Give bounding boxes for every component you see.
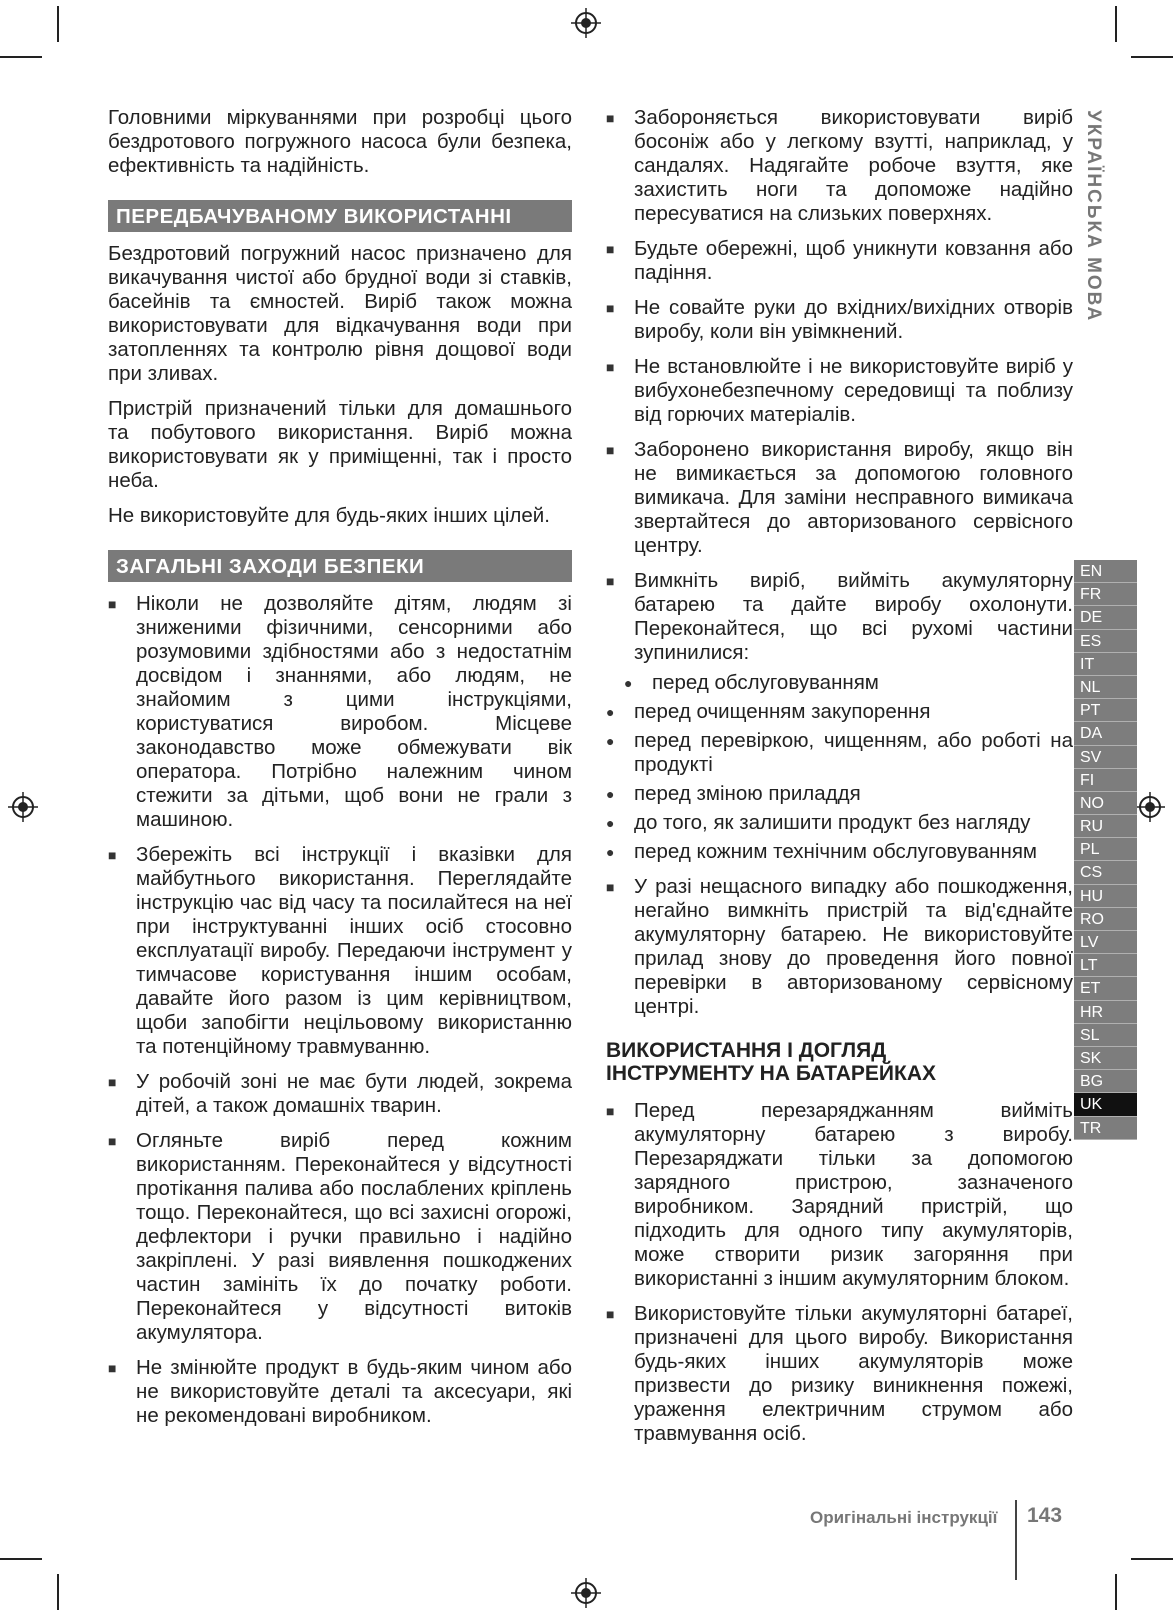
language-tab-da[interactable]: DA [1074,722,1137,745]
crop-mark [0,1558,42,1560]
registration-mark-icon [571,8,601,38]
list-item: ■ Забороняється використовувати виріб босоніж або у легкому взутті, наприклад, у сандалях. Надягайте робоче взуття, яке захистить ноги та допоможе надійно пересуватися на слизьких поверхнях. [606,106,1073,226]
footer-divider [1015,1500,1017,1580]
crop-mark [1131,56,1173,58]
language-tab-es[interactable]: ES [1074,630,1137,653]
sub-list-item: ● перед перевіркою, чищенням, або роботі на продукті [606,729,1073,777]
language-tab-ru[interactable]: RU [1074,815,1137,838]
language-tab-sv[interactable]: SV [1074,746,1137,769]
language-tab-nl[interactable]: NL [1074,676,1137,699]
section-heading-battery-tool [606,1039,1073,1085]
list-item: ■ Заборонено використання виробу, якщо він не вимикається за допомогою головного вимикача. Для заміни несправного вимикача звертайтеся до авторизованого сервісного центру. [606,438,1073,558]
list-item: ■ Перед перезаряджанням вийміть акумуляторну батарею з виробу. Перезаряджати тільки за допомогою зарядного пристрою, зазначеного виробником. Зарядний пристрій, що підходить для одного типу акумуляторів, може створити ризик загоряння при використанні з іншим акумуляторним блоком. [606,1099,1073,1291]
language-tab-pl[interactable]: PL [1074,838,1137,861]
language-vertical-label: УКРАЇНСЬКА МОВА [1083,110,1104,323]
crop-mark [1115,1574,1117,1610]
language-tab-bg[interactable]: BG [1074,1070,1137,1093]
crop-mark [57,6,59,42]
intro-paragraph: Головними міркуваннями при розробці цього бездротового погружного насоса були безпека, ефективність та надійність. [108,106,572,177]
crop-mark [1131,1558,1173,1560]
heading-line: ВИКОРИСТАННЯ І ДОГЛЯД [606,1039,887,1062]
language-tab-et[interactable]: ET [1074,977,1137,1000]
language-tab-cs[interactable]: CS [1074,861,1137,884]
list-item: ■ Не совайте руки до вхідних/вихідних отворів виробу, коли він увімкнений. [606,296,1073,344]
list-item: ■ У разі нещасного випадку або пошкодження, негайно вимкніть пристрій та від'єднайте акумуляторну батарею. Не використовуйте прилад знову до проведення його повної перевірки в авторизованому сервісному центрі. [606,875,1073,1019]
language-tab-no[interactable]: NO [1074,792,1137,815]
language-tab-ro[interactable]: RO [1074,908,1137,931]
language-tab-lt[interactable]: LT [1074,954,1137,977]
language-tab-tr[interactable]: TR [1074,1117,1137,1140]
registration-mark-icon [8,792,38,822]
language-tab-hr[interactable]: HR [1074,1001,1137,1024]
list-item: ■ Використовуйте тільки акумуляторні батареї, призначені для цього виробу. Використання будь-яких інших акумуляторів може призвести до ризику виникнення пожежі, ураження електричним струмом або травмування осіб. [606,1302,1073,1446]
language-tab-sk[interactable]: SK [1074,1047,1137,1070]
list-item: ■ Будьте обережні, щоб уникнути ковзання або падіння. [606,237,1073,285]
list-item: ■ Вимкніть виріб, вийміть акумуляторну батарею та дайте виробу охолонути. Переконайтеся, що всі рухомі частини зупинилися: [606,569,1073,665]
sub-list-item: ● перед кожним технічним обслуговуванням [606,840,1073,864]
paragraph: Пристрій призначений тільки для домашнього та побутового використання. Виріб можна використовувати як у приміщенні, так і просто неба. [108,397,572,492]
language-tab-fi[interactable]: FI [1074,769,1137,792]
language-tab-it[interactable]: IT [1074,653,1137,676]
registration-mark-icon [1135,792,1165,822]
crop-mark [1115,6,1117,42]
section-heading-intended-use: ПЕРЕДБАЧУВАНОМУ ВИКОРИСТАННІ [108,200,572,232]
list-item: ■ Не змінюйте продукт в будь-яким чином або не використовуйте деталі та аксесуари, які не рекомендовані виробником. [108,1356,572,1428]
page-number: 143 [1027,1504,1063,1527]
language-tab-pt[interactable]: PT [1074,699,1137,722]
sub-list-item: ● перед зміною приладдя [606,782,1073,806]
language-tabs [1074,560,1137,1140]
footer-label: Оригінальні інструкції [810,1508,998,1527]
crop-mark [57,1574,59,1610]
list-item: ■ Збережіть всі інструкції і вказівки для майбутнього використання. Переглядайте інструкцію час від часу та посилайтеся на неї при інструктуванні інших осіб стосовно експлуатації виробу. Передаючи інструмент у тимчасове користування іншим особам, давайте його разом із цим керівництвом, щоби запобігти нецільовому використанню та потенційному травмуванню. [108,843,572,1059]
heading-line: ІНСТРУМЕНТУ НА БАТАРЕЙКАХ [606,1062,937,1085]
list-item: ■ У робочій зоні не має бути людей, зокрема дітей, а також домашніх тварин. [108,1070,572,1118]
crop-mark [0,56,42,58]
sub-list-item: ● перед очищенням закупорення [606,700,1073,724]
sub-list-item: ● до того, як залишити продукт без нагляду [606,811,1073,835]
language-tab-hu[interactable]: HU [1074,885,1137,908]
language-tab-lv[interactable]: LV [1074,931,1137,954]
paragraph: Не використовуйте для будь-яких інших цілей. [108,504,550,527]
list-item: ■ Ніколи не дозволяйте дітям, людям зі зниженими фізичними, сенсорними або розумовими здібностями або з недостатнім досвідом і знаннями, або людям, не знайомим з цими інструкціями, користуватися виробом. Місцеве законодавство може обмежувати вік оператора. Потрібно належним чином стежити за дітьми, щоб вони не грали з машиною. [108,592,572,832]
language-tab-en[interactable]: EN [1074,560,1137,583]
sub-list-item: ● перед обслуговуванням [606,671,1073,695]
right-column [606,106,1073,1457]
list-item: ■ Огляньте виріб перед кожним використанням. Переконайтеся у відсутності протікання палива або послаблених кріплень тощо. Переконайтеся, що всі захисні огорожі, дефлектори і ручки правильно і надійно закріплені. У разі виявлення пошкоджених частин замініть їх до початку роботи. Переконайтеся у відсутності витоків акумулятора. [108,1129,572,1345]
language-tab-sl[interactable]: SL [1074,1024,1137,1047]
registration-mark-icon [571,1578,601,1608]
language-tab-fr[interactable]: FR [1074,583,1137,606]
language-tab-uk[interactable]: UK [1074,1093,1137,1116]
section-heading-general-safety: ЗАГАЛЬНІ ЗАХОДИ БЕЗПЕКИ [108,550,572,582]
left-column [108,106,572,1439]
list-item: ■ Не встановлюйте і не використовуйте виріб у вибухонебезпечному середовищі та поблизу від горючих матеріалів. [606,355,1073,427]
paragraph: Бездротовий погружний насос призначено для викачування чистої або брудної води зі ставків, басейнів та ємностей. Виріб також можна використовувати для відкачування води при затопленнях та контролю рівня дощової води при зливах. [108,242,572,385]
language-tab-de[interactable]: DE [1074,606,1137,629]
